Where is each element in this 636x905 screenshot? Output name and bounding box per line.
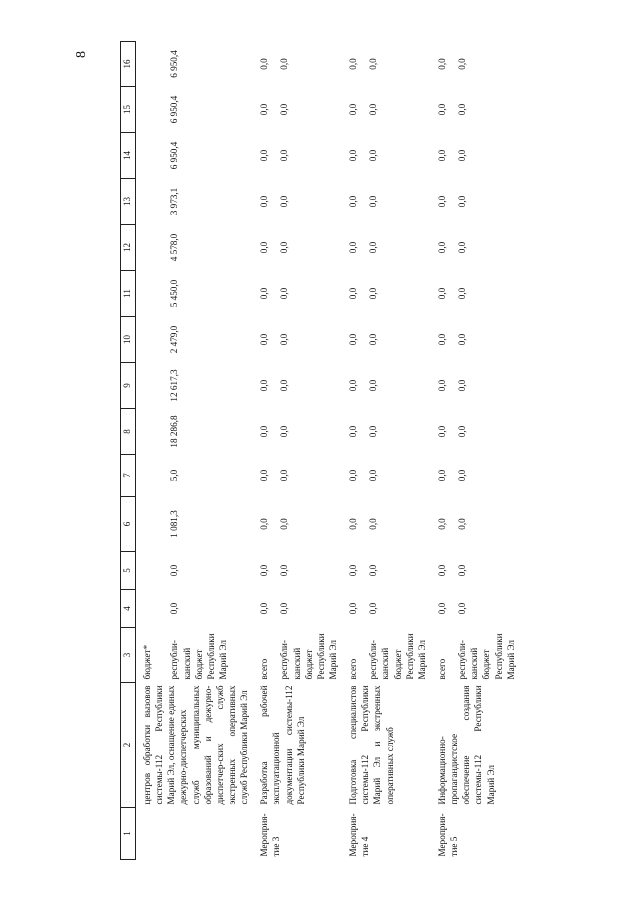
value-cell: 0,0 [368,564,379,577]
value-cell: 0,0 [279,469,290,482]
value-cell: 0,0 [259,333,270,346]
table-row [345,42,365,860]
value-cell: 0,0 [348,518,359,530]
value-cell: 0,0 [279,149,290,162]
column-header: 8 [121,409,136,455]
value-cell [136,271,167,317]
value-cell: 0,0 [457,287,468,300]
event-name-cell: Мероприя-тие 5 [436,813,460,857]
column-header: 1 [121,808,136,860]
event-description-cell: центров обработки вызовов системы-112 Республики Марий Эл, оснащение единых дежурно-диспетчерских служб муниципальных образований и дежурно-диспетчер-ских служб экстренных оперативных служб Республики Марий Эл [142,685,250,805]
value-cell: 0,0 [368,602,379,615]
value-cell: 2 479,0 [169,325,180,354]
value-cell: 0,0 [436,241,447,254]
value-cell: 0,0 [457,149,468,162]
value-cell: 1 081,3 [169,510,180,538]
funding-source-cell: республи-канский бюджет Республики Марий Эл [279,633,338,680]
value-cell [136,133,167,179]
value-cell: 0,0 [259,287,270,300]
value-cell: 0,0 [368,287,379,300]
value-cell: 0,0 [368,103,379,116]
value-cell: 0,0 [436,469,447,482]
value-cell: 0,0 [348,602,359,615]
value-cell [136,497,167,552]
table-row [434,42,454,860]
funding-source-cell: республи-канский бюджет Республики Марий Эл [457,633,516,680]
value-cell: 0,0 [457,518,468,530]
value-cell: 0,0 [457,379,468,392]
value-cell: 0,0 [259,195,270,208]
value-cell: 0,0 [436,379,447,392]
value-cell: 0,0 [348,195,359,208]
value-cell: 0,0 [259,379,270,392]
value-cell: 0,0 [436,58,447,70]
value-cell: 0,0 [368,379,379,392]
value-cell: 0,0 [279,518,290,530]
value-cell: 0,0 [348,469,359,482]
column-header: 12 [121,225,136,271]
value-cell: 0,0 [259,518,270,530]
column-header: 11 [121,271,136,317]
value-cell: 0,0 [436,287,447,300]
value-cell: 0,0 [368,195,379,208]
value-cell: 0,0 [457,425,468,438]
value-cell: 0,0 [436,333,447,346]
funding-source-cell: всего [259,658,270,680]
value-cell [136,363,167,409]
value-cell: 0,0 [436,195,447,208]
value-cell: 5,0 [169,469,180,482]
value-cell: 0,0 [436,564,447,577]
column-header: 3 [121,628,136,683]
column-header: 10 [121,317,136,363]
table-body [136,42,523,860]
value-cell: 0,0 [348,149,359,162]
funding-source-cell: республи-канский бюджет Республики Марий Эл [169,633,228,680]
column-header: 6 [121,497,136,552]
funding-source-cell: всего [436,658,447,680]
event-name-cell: Мероприя-тие 4 [348,813,371,857]
value-cell: 0,0 [368,149,379,162]
column-header: 2 [121,683,136,808]
value-cell: 0,0 [279,103,290,116]
event-name-cell: Мероприя-тие 3 [259,813,282,857]
value-cell [136,409,167,455]
value-cell [136,42,167,87]
value-cell: 5 450,0 [169,279,180,308]
value-cell: 0,0 [259,469,270,482]
value-cell: 0,0 [348,58,359,70]
value-cell: 0,0 [259,425,270,438]
value-cell: 0,0 [348,241,359,254]
value-cell: 18 286,8 [169,415,180,448]
column-header: 7 [121,455,136,497]
value-cell: 0,0 [279,379,290,392]
funding-source-cell: республи-канский бюджет Республики Марий Эл [368,633,427,680]
value-cell: 0,0 [368,333,379,346]
value-cell: 0,0 [259,564,270,577]
value-cell: 0,0 [348,333,359,346]
value-cell: 0,0 [457,241,468,254]
column-header: 14 [121,133,136,179]
value-cell: 0,0 [259,103,270,116]
value-cell: 0,0 [436,103,447,116]
column-header: 15 [121,87,136,133]
value-cell: 0,0 [368,469,379,482]
value-cell: 0,0 [279,564,290,577]
value-cell: 0,0 [169,602,180,615]
value-cell: 0,0 [259,241,270,254]
budget-table [120,41,523,860]
value-cell: 6 950,4 [169,141,180,170]
funding-source-cell: бюджет* [142,644,152,680]
value-cell: 0,0 [368,58,379,70]
value-cell: 0,0 [279,195,290,208]
value-cell: 0,0 [436,425,447,438]
column-header: 13 [121,179,136,225]
event-description-cell: Разработка рабочей эксплуатационной документации системы-112 Республики Марий Эл [259,685,306,805]
event-name-cell [136,808,257,860]
value-cell: 0,0 [368,518,379,530]
funding-source-cell: всего [348,658,359,680]
value-cell: 12 617,3 [169,369,180,402]
column-header: 5 [121,552,136,590]
value-cell: 0,0 [457,58,468,70]
value-cell: 6 950,4 [169,95,180,124]
table-row [136,42,167,860]
column-header-row [121,42,136,860]
value-cell: 0,0 [348,379,359,392]
value-cell: 0,0 [436,602,447,615]
value-cell: 0,0 [279,58,290,70]
value-cell: 0,0 [348,425,359,438]
value-cell: 0,0 [348,103,359,116]
value-cell: 0,0 [368,241,379,254]
value-cell: 0,0 [457,333,468,346]
value-cell: 0,0 [368,425,379,438]
page-number: 8 [74,51,89,58]
value-cell: 0,0 [279,287,290,300]
value-cell: 0,0 [457,564,468,577]
value-cell: 0,0 [279,333,290,346]
value-cell [136,317,167,363]
value-cell: 0,0 [348,564,359,577]
value-cell: 0,0 [259,602,270,615]
value-cell [136,87,167,133]
value-cell: 3 973,1 [169,187,180,216]
value-cell: 0,0 [457,602,468,615]
event-description-cell: Информационно-пропагандистское обеспечение создания системы-112 Республики Марий Эл [436,685,496,805]
event-description-cell: Подготовка специалистов системы-112 Республики Марий Эл и экстренных оперативных служб [348,685,395,805]
value-cell [136,590,167,628]
value-cell: 0,0 [457,195,468,208]
value-cell: 0,0 [436,149,447,162]
value-cell [136,225,167,271]
column-header: 4 [121,590,136,628]
column-header: 16 [121,42,136,87]
value-cell [136,179,167,225]
value-cell: 0,0 [259,149,270,162]
value-cell: 4 578,0 [169,233,180,262]
value-cell: 0,0 [457,103,468,116]
value-cell: 0,0 [348,287,359,300]
value-cell: 0,0 [279,602,290,615]
value-cell [136,455,167,497]
value-cell [136,552,167,590]
value-cell: 0,0 [259,58,270,70]
column-header: 9 [121,363,136,409]
value-cell: 0,0 [457,469,468,482]
value-cell: 0,0 [169,564,180,577]
value-cell: 0,0 [436,518,447,530]
table-row [256,42,276,860]
value-cell: 0,0 [279,241,290,254]
value-cell: 6 950,4 [169,50,180,78]
value-cell: 0,0 [279,425,290,438]
